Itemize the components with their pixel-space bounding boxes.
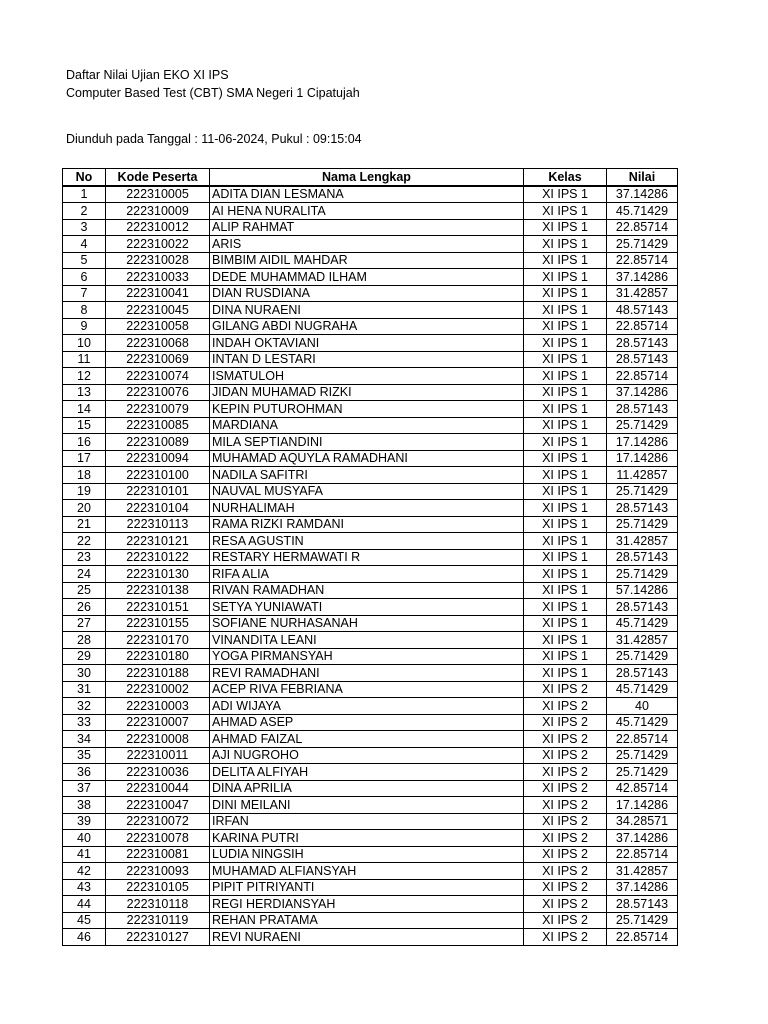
table-row	[63, 434, 678, 451]
class-name: XI IPS 2	[524, 912, 607, 929]
participant-code: 222310076	[106, 384, 210, 401]
full-name: SOFIANE NURHASANAH	[210, 615, 524, 632]
full-name: RIFA ALIA	[210, 566, 524, 583]
row-number: 24	[63, 566, 106, 583]
table-row	[63, 269, 678, 286]
participant-code: 222310009	[106, 203, 210, 220]
full-name: AJI NUGROHO	[210, 747, 524, 764]
column-header-kode-peserta: Kode Peserta	[106, 169, 210, 186]
participant-code: 222310079	[106, 401, 210, 418]
participant-code: 222310003	[106, 698, 210, 715]
full-name: KARINA PUTRI	[210, 830, 524, 847]
score: 28.57143	[607, 351, 678, 368]
class-name: XI IPS 1	[524, 599, 607, 616]
table-row	[63, 219, 678, 236]
participant-code: 222310119	[106, 912, 210, 929]
full-name: INTAN D LESTARI	[210, 351, 524, 368]
participant-code: 222310045	[106, 302, 210, 319]
row-number: 35	[63, 747, 106, 764]
score: 22.85714	[607, 318, 678, 335]
score: 25.71429	[607, 483, 678, 500]
row-number: 17	[63, 450, 106, 467]
class-name: XI IPS 1	[524, 318, 607, 335]
table-row	[63, 351, 678, 368]
class-name: XI IPS 1	[524, 368, 607, 385]
score: 31.42857	[607, 863, 678, 880]
row-number: 10	[63, 335, 106, 352]
table-row	[63, 731, 678, 748]
score: 37.14286	[607, 269, 678, 286]
row-number: 25	[63, 582, 106, 599]
participant-code: 222310078	[106, 830, 210, 847]
row-number: 15	[63, 417, 106, 434]
class-name: XI IPS 1	[524, 582, 607, 599]
class-name: XI IPS 1	[524, 615, 607, 632]
class-name: XI IPS 2	[524, 747, 607, 764]
full-name: INDAH OKTAVIANI	[210, 335, 524, 352]
score: 22.85714	[607, 929, 678, 946]
full-name: NURHALIMAH	[210, 500, 524, 517]
score: 48.57143	[607, 302, 678, 319]
class-name: XI IPS 1	[524, 236, 607, 253]
full-name: ADITA DIAN LESMANA	[210, 186, 524, 203]
table-row	[63, 368, 678, 385]
participant-code: 222310101	[106, 483, 210, 500]
download-timestamp: Diunduh pada Tanggal : 11-06-2024, Pukul : 09:15:04	[66, 132, 362, 146]
row-number: 1	[63, 186, 106, 203]
score: 17.14286	[607, 450, 678, 467]
class-name: XI IPS 1	[524, 665, 607, 682]
class-name: XI IPS 1	[524, 632, 607, 649]
full-name: NADILA SAFITRI	[210, 467, 524, 484]
full-name: LUDIA NINGSIH	[210, 846, 524, 863]
score: 31.42857	[607, 285, 678, 302]
column-header-no: No	[63, 169, 106, 186]
table-row	[63, 830, 678, 847]
class-name: XI IPS 1	[524, 500, 607, 517]
full-name: AI HENA NURALITA	[210, 203, 524, 220]
participant-code: 222310138	[106, 582, 210, 599]
full-name: DINA NURAENI	[210, 302, 524, 319]
participant-code: 222310118	[106, 896, 210, 913]
table-row	[63, 236, 678, 253]
table-row	[63, 681, 678, 698]
class-name: XI IPS 1	[524, 384, 607, 401]
participant-code: 222310085	[106, 417, 210, 434]
participant-code: 222310180	[106, 648, 210, 665]
table-row	[63, 714, 678, 731]
table-row	[63, 813, 678, 830]
table-row	[63, 500, 678, 517]
full-name: GILANG ABDI NUGRAHA	[210, 318, 524, 335]
column-header-kelas: Kelas	[524, 169, 607, 186]
score: 37.14286	[607, 879, 678, 896]
row-number: 4	[63, 236, 106, 253]
class-name: XI IPS 2	[524, 863, 607, 880]
class-name: XI IPS 2	[524, 879, 607, 896]
row-number: 12	[63, 368, 106, 385]
class-name: XI IPS 2	[524, 764, 607, 781]
table-row	[63, 665, 678, 682]
row-number: 36	[63, 764, 106, 781]
full-name: ALIP RAHMAT	[210, 219, 524, 236]
participant-code: 222310081	[106, 846, 210, 863]
score: 22.85714	[607, 368, 678, 385]
score: 28.57143	[607, 599, 678, 616]
class-name: XI IPS 1	[524, 351, 607, 368]
table-row	[63, 516, 678, 533]
table-row	[63, 401, 678, 418]
participant-code: 222310058	[106, 318, 210, 335]
participant-code: 222310007	[106, 714, 210, 731]
full-name: MILA SEPTIANDINI	[210, 434, 524, 451]
full-name: DINA APRILIA	[210, 780, 524, 797]
row-number: 11	[63, 351, 106, 368]
table-row	[63, 203, 678, 220]
score: 11.42857	[607, 467, 678, 484]
full-name: ACEP RIVA FEBRIANA	[210, 681, 524, 698]
participant-code: 222310089	[106, 434, 210, 451]
document-subtitle: Computer Based Test (CBT) SMA Negeri 1 Cipatujah	[66, 86, 360, 100]
class-name: XI IPS 2	[524, 846, 607, 863]
score: 45.71429	[607, 615, 678, 632]
full-name: RESA AGUSTIN	[210, 533, 524, 550]
class-name: XI IPS 1	[524, 566, 607, 583]
row-number: 32	[63, 698, 106, 715]
score: 25.71429	[607, 747, 678, 764]
row-number: 42	[63, 863, 106, 880]
score: 25.71429	[607, 764, 678, 781]
table-row	[63, 450, 678, 467]
table-row	[63, 780, 678, 797]
class-name: XI IPS 1	[524, 285, 607, 302]
participant-code: 222310044	[106, 780, 210, 797]
score: 17.14286	[607, 797, 678, 814]
participant-code: 222310002	[106, 681, 210, 698]
class-name: XI IPS 1	[524, 533, 607, 550]
participant-code: 222310170	[106, 632, 210, 649]
score: 25.71429	[607, 236, 678, 253]
table-row	[63, 648, 678, 665]
class-name: XI IPS 1	[524, 450, 607, 467]
participant-code: 222310105	[106, 879, 210, 896]
participant-code: 222310047	[106, 797, 210, 814]
full-name: IRFAN	[210, 813, 524, 830]
class-name: XI IPS 2	[524, 681, 607, 698]
participant-code: 222310036	[106, 764, 210, 781]
table-row	[63, 533, 678, 550]
class-name: XI IPS 2	[524, 714, 607, 731]
row-number: 33	[63, 714, 106, 731]
participant-code: 222310127	[106, 929, 210, 946]
row-number: 16	[63, 434, 106, 451]
table-row	[63, 797, 678, 814]
column-header-nilai: Nilai	[607, 169, 678, 186]
full-name: KEPIN PUTUROHMAN	[210, 401, 524, 418]
score: 28.57143	[607, 500, 678, 517]
full-name: ISMATULOH	[210, 368, 524, 385]
participant-code: 222310121	[106, 533, 210, 550]
full-name: REHAN PRATAMA	[210, 912, 524, 929]
table-row	[63, 632, 678, 649]
score: 25.71429	[607, 417, 678, 434]
class-name: XI IPS 1	[524, 219, 607, 236]
score: 17.14286	[607, 434, 678, 451]
full-name: DIAN RUSDIANA	[210, 285, 524, 302]
table-row	[63, 549, 678, 566]
table-row	[63, 582, 678, 599]
participant-code: 222310022	[106, 236, 210, 253]
score: 28.57143	[607, 896, 678, 913]
class-name: XI IPS 2	[524, 698, 607, 715]
participant-code: 222310011	[106, 747, 210, 764]
class-name: XI IPS 1	[524, 549, 607, 566]
class-name: XI IPS 1	[524, 417, 607, 434]
table-row	[63, 285, 678, 302]
row-number: 38	[63, 797, 106, 814]
participant-code: 222310094	[106, 450, 210, 467]
full-name: NAUVAL MUSYAFA	[210, 483, 524, 500]
row-number: 27	[63, 615, 106, 632]
full-name: ARIS	[210, 236, 524, 253]
row-number: 37	[63, 780, 106, 797]
class-name: XI IPS 1	[524, 252, 607, 269]
row-number: 41	[63, 846, 106, 863]
table-row	[63, 417, 678, 434]
score: 40	[607, 698, 678, 715]
full-name: RIVAN RAMADHAN	[210, 582, 524, 599]
score: 31.42857	[607, 632, 678, 649]
row-number: 28	[63, 632, 106, 649]
class-name: XI IPS 2	[524, 797, 607, 814]
class-name: XI IPS 1	[524, 648, 607, 665]
class-name: XI IPS 2	[524, 731, 607, 748]
row-number: 23	[63, 549, 106, 566]
participant-code: 222310093	[106, 863, 210, 880]
participant-code: 222310012	[106, 219, 210, 236]
row-number: 5	[63, 252, 106, 269]
full-name: DELITA ALFIYAH	[210, 764, 524, 781]
full-name: DEDE MUHAMMAD ILHAM	[210, 269, 524, 286]
score: 31.42857	[607, 533, 678, 550]
row-number: 7	[63, 285, 106, 302]
row-number: 22	[63, 533, 106, 550]
class-name: XI IPS 1	[524, 302, 607, 319]
participant-code: 222310130	[106, 566, 210, 583]
full-name: JIDAN MUHAMAD RIZKI	[210, 384, 524, 401]
score: 45.71429	[607, 681, 678, 698]
table-row	[63, 698, 678, 715]
table-row	[63, 879, 678, 896]
score: 37.14286	[607, 384, 678, 401]
participant-code: 222310100	[106, 467, 210, 484]
class-name: XI IPS 1	[524, 434, 607, 451]
full-name: ADI WIJAYA	[210, 698, 524, 715]
score: 22.85714	[607, 219, 678, 236]
table-row	[63, 302, 678, 319]
table-row	[63, 318, 678, 335]
row-number: 31	[63, 681, 106, 698]
score: 25.71429	[607, 566, 678, 583]
full-name: VINANDITA LEANI	[210, 632, 524, 649]
table-row	[63, 615, 678, 632]
class-name: XI IPS 2	[524, 896, 607, 913]
table-row	[63, 599, 678, 616]
participant-code: 222310068	[106, 335, 210, 352]
row-number: 2	[63, 203, 106, 220]
score: 45.71429	[607, 203, 678, 220]
full-name: REGI HERDIANSYAH	[210, 896, 524, 913]
full-name: DINI MEILANI	[210, 797, 524, 814]
table-row	[63, 912, 678, 929]
class-name: XI IPS 2	[524, 813, 607, 830]
table-header-row	[63, 169, 678, 186]
class-name: XI IPS 1	[524, 269, 607, 286]
row-number: 21	[63, 516, 106, 533]
class-name: XI IPS 1	[524, 401, 607, 418]
full-name: YOGA PIRMANSYAH	[210, 648, 524, 665]
full-name: REVI RAMADHANI	[210, 665, 524, 682]
participant-code: 222310008	[106, 731, 210, 748]
row-number: 39	[63, 813, 106, 830]
class-name: XI IPS 1	[524, 483, 607, 500]
full-name: REVI NURAENI	[210, 929, 524, 946]
class-name: XI IPS 2	[524, 830, 607, 847]
score: 28.57143	[607, 665, 678, 682]
score: 37.14286	[607, 830, 678, 847]
class-name: XI IPS 1	[524, 203, 607, 220]
table-row	[63, 186, 678, 203]
score: 45.71429	[607, 714, 678, 731]
full-name: BIMBIM AIDIL MAHDAR	[210, 252, 524, 269]
participant-code: 222310069	[106, 351, 210, 368]
row-number: 45	[63, 912, 106, 929]
row-number: 34	[63, 731, 106, 748]
class-name: XI IPS 2	[524, 929, 607, 946]
class-name: XI IPS 1	[524, 335, 607, 352]
table-row	[63, 483, 678, 500]
document-title: Daftar Nilai Ujian EKO XI IPS	[66, 68, 229, 82]
row-number: 8	[63, 302, 106, 319]
score: 57.14286	[607, 582, 678, 599]
table-row	[63, 566, 678, 583]
row-number: 6	[63, 269, 106, 286]
participant-code: 222310188	[106, 665, 210, 682]
document-header	[66, 66, 362, 148]
score: 28.57143	[607, 549, 678, 566]
participant-code: 222310155	[106, 615, 210, 632]
full-name: MARDIANA	[210, 417, 524, 434]
class-name: XI IPS 1	[524, 186, 607, 203]
row-number: 13	[63, 384, 106, 401]
table-row	[63, 929, 678, 946]
row-number: 26	[63, 599, 106, 616]
full-name: RAMA RIZKI RAMDANI	[210, 516, 524, 533]
participant-code: 222310028	[106, 252, 210, 269]
full-name: PIPIT PITRIYANTI	[210, 879, 524, 896]
score: 22.85714	[607, 731, 678, 748]
table-body	[63, 186, 678, 946]
score: 37.14286	[607, 186, 678, 203]
score: 22.85714	[607, 252, 678, 269]
grades-table	[62, 168, 678, 946]
participant-code: 222310074	[106, 368, 210, 385]
full-name: AHMAD FAIZAL	[210, 731, 524, 748]
header-spacer	[66, 102, 362, 130]
full-name: MUHAMAD AQUYLA RAMADHANI	[210, 450, 524, 467]
score: 28.57143	[607, 335, 678, 352]
table-row	[63, 747, 678, 764]
table-row	[63, 384, 678, 401]
row-number: 9	[63, 318, 106, 335]
row-number: 14	[63, 401, 106, 418]
row-number: 44	[63, 896, 106, 913]
row-number: 40	[63, 830, 106, 847]
score: 42.85714	[607, 780, 678, 797]
column-header-nama-lengkap: Nama Lengkap	[210, 169, 524, 186]
participant-code: 222310041	[106, 285, 210, 302]
class-name: XI IPS 1	[524, 467, 607, 484]
table-row	[63, 896, 678, 913]
score: 25.71429	[607, 516, 678, 533]
full-name: RESTARY HERMAWATI R	[210, 549, 524, 566]
table-row	[63, 764, 678, 781]
score: 34.28571	[607, 813, 678, 830]
table-row	[63, 863, 678, 880]
row-number: 30	[63, 665, 106, 682]
row-number: 29	[63, 648, 106, 665]
table-row	[63, 846, 678, 863]
participant-code: 222310033	[106, 269, 210, 286]
class-name: XI IPS 2	[524, 780, 607, 797]
score: 28.57143	[607, 401, 678, 418]
participant-code: 222310113	[106, 516, 210, 533]
row-number: 19	[63, 483, 106, 500]
participant-code: 222310005	[106, 186, 210, 203]
participant-code: 222310122	[106, 549, 210, 566]
participant-code: 222310151	[106, 599, 210, 616]
participant-code: 222310104	[106, 500, 210, 517]
table-row	[63, 252, 678, 269]
row-number: 20	[63, 500, 106, 517]
table-row	[63, 335, 678, 352]
full-name: AHMAD ASEP	[210, 714, 524, 731]
class-name: XI IPS 1	[524, 516, 607, 533]
score: 22.85714	[607, 846, 678, 863]
full-name: SETYA YUNIAWATI	[210, 599, 524, 616]
row-number: 18	[63, 467, 106, 484]
row-number: 3	[63, 219, 106, 236]
full-name: MUHAMAD ALFIANSYAH	[210, 863, 524, 880]
table-row	[63, 467, 678, 484]
row-number: 46	[63, 929, 106, 946]
score: 25.71429	[607, 648, 678, 665]
participant-code: 222310072	[106, 813, 210, 830]
row-number: 43	[63, 879, 106, 896]
score: 25.71429	[607, 912, 678, 929]
